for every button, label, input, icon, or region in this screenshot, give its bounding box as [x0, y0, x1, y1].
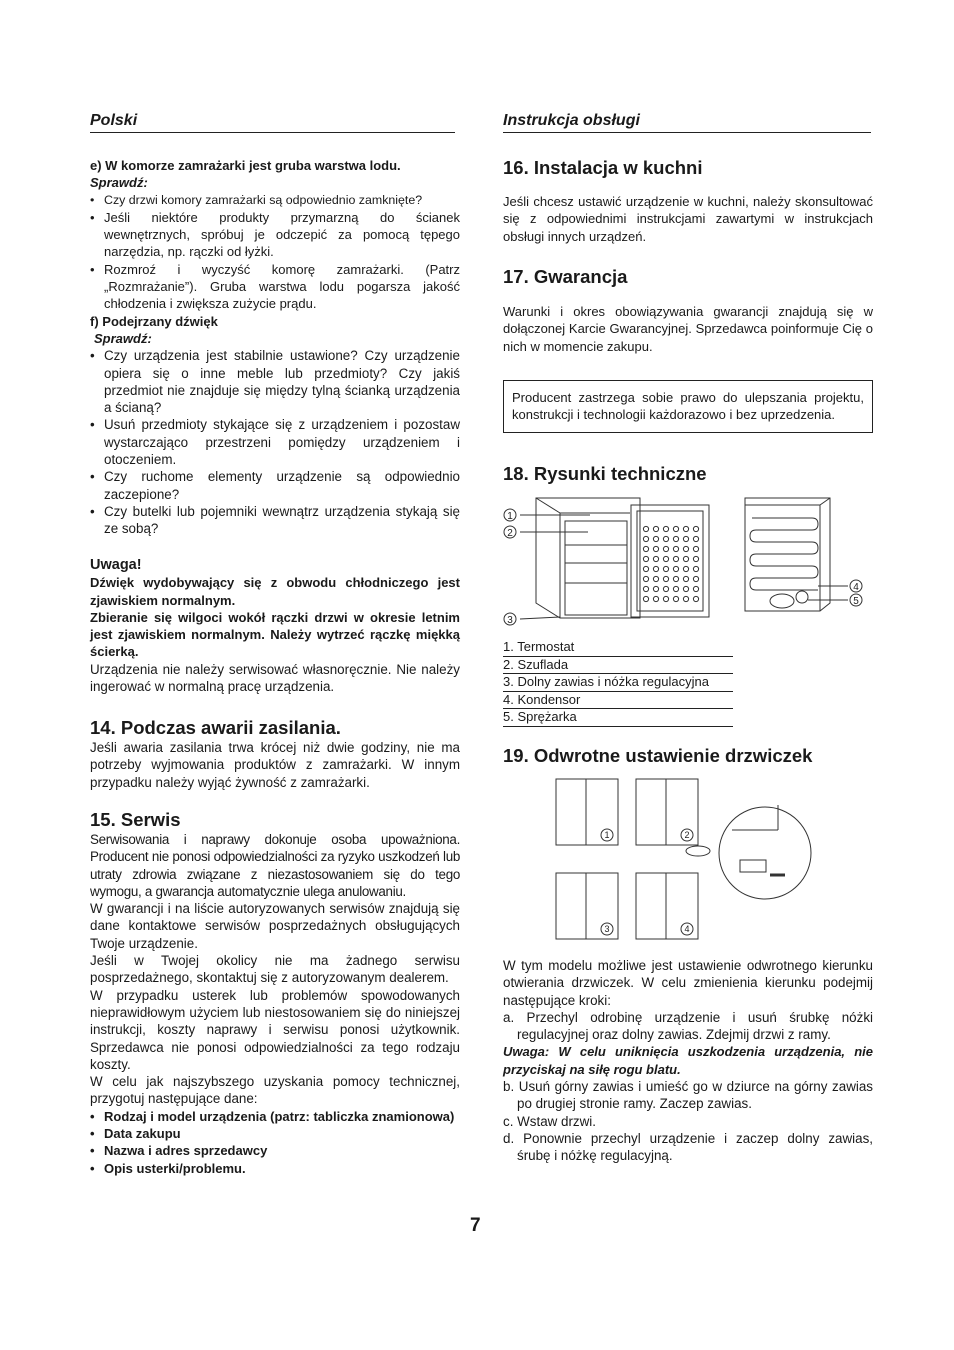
step-b: b. Usuń górny zawias i umieść go w dziurce na górny zawias po drugiej stronie ramy. Zaczep zawias.	[503, 1079, 873, 1112]
list-item: • Nazwa i adres sprzedawcy	[90, 1142, 460, 1159]
legend-item: 5. Sprężarka	[503, 709, 733, 727]
list-item: • Czy drzwi komory zamrażarki są odpowiednio zamknięte?	[90, 192, 460, 209]
door-dot	[683, 586, 688, 591]
list-item: • Czy ruchome elementy urządzenie są odpowiednio zaczepione?	[90, 468, 460, 503]
door-dot	[663, 556, 668, 561]
list-item: • Rodzaj i model urządzenia (patrz: tabliczka znamionowa)	[90, 1108, 460, 1125]
door-dot	[693, 596, 698, 601]
section-19-title: 19. Odwrotne ustawienie drzwiczek	[503, 745, 813, 766]
note-bold-1: Dźwięk wydobywający się z obwodu chłodniczego jest zjawiskiem normalnym.	[90, 575, 460, 608]
door-dot	[693, 556, 698, 561]
callout-3: 3	[507, 615, 513, 626]
door-dot	[663, 586, 668, 591]
door-dot	[673, 556, 678, 561]
notice-box	[503, 380, 873, 433]
door-dot	[653, 576, 658, 581]
f-title: f) Podejrzany dźwięk	[90, 313, 218, 329]
door-dot	[683, 556, 688, 561]
section-19-intro: W tym modelu możliwe jest ustawienie odwrotnego kierunku otwierania drzwiczek. W celu zmienienia kierunku podejmij następujące kroki:	[503, 958, 873, 1008]
section-15-p5: W celu jak najszybszego uzyskania pomocy technicznej, przygotuj następujące dane:	[90, 1074, 460, 1107]
door-dot	[693, 576, 698, 581]
section-14	[90, 717, 460, 791]
notice-text: Producent zastrzega sobie prawo do ulepszania projektu, konstrukcji i technologii każdorazowo i bez uprzedzenia.	[512, 390, 864, 423]
door-dot	[643, 556, 648, 561]
list-item: • Jeśli niektóre produkty przymarzną do ścianek wewnętrznych, spróbuj je odczepić za pomocą tępego narzędzia, np. rączki od łyżki.	[90, 209, 460, 261]
callout-4: 4	[853, 582, 859, 593]
door-dot	[693, 526, 698, 531]
freezer-front-drawing	[520, 498, 709, 619]
legend-item: 3. Dolny zawias i nóżka regulacyjna	[503, 674, 733, 692]
section-15-p3: Jeśli w Twojej okolicy nie ma żadnego serwisu posprzedażnego, skontaktuj się z autoryzowanym dealerem.	[90, 953, 460, 986]
troubleshooting-e	[90, 157, 460, 538]
callout-5: 5	[853, 596, 859, 607]
door-dot	[673, 576, 678, 581]
callout-1: 1	[507, 511, 513, 522]
door-dot	[663, 546, 668, 551]
door-dot	[683, 576, 688, 581]
warning-text: Uwaga: W celu uniknięcia uszkodzenia urządzenia, nie przyciskaj na siłę rogu blatu.	[503, 1044, 873, 1077]
note-text: Urządzenia nie należy serwisować własnoręcznie. Nie należy ingerować w normalną pracę urządzenia.	[90, 661, 460, 695]
door-dot	[643, 586, 648, 591]
door-dot	[663, 576, 668, 581]
door-dot	[643, 566, 648, 571]
section-16	[503, 157, 873, 245]
list-item: • Usuń przedmioty stykające się z urządzeniem i pozostaw wystarczająco przestrzeni pomiędzy urządzeniem i otoczeniem.	[90, 416, 460, 468]
legend-item: 2. Szuflada	[503, 657, 733, 675]
door-dot	[653, 586, 658, 591]
door-dot	[693, 566, 698, 571]
door-dot	[643, 546, 648, 551]
door-reversal-drawing	[550, 775, 820, 950]
e-title: e) W komorze zamrażarki jest gruba warstwa lodu.	[90, 158, 401, 173]
door-dot	[653, 526, 658, 531]
page-number: 7	[470, 1215, 481, 1236]
door-dot	[653, 566, 658, 571]
hinge-detail-drawing	[719, 805, 811, 899]
door-dot	[673, 566, 678, 571]
door-dot	[693, 586, 698, 591]
section-14-text: Jeśli awaria zasilania trwa krócej niż dwie godziny, nie ma potrzeby wyjmowania produktów z zamrażarki. W innym przypadku należy wyjąć żywność z zamrażarki.	[90, 740, 460, 790]
door-dot	[673, 586, 678, 591]
door-dot	[693, 536, 698, 541]
legend-item: 4. Kondensor	[503, 692, 733, 710]
parts-legend	[503, 639, 733, 727]
door-dot	[653, 596, 658, 601]
step-label-3: 3	[604, 924, 610, 934]
door-dot	[683, 596, 688, 601]
section-16-title: 16. Instalacja w kuchni	[503, 157, 703, 178]
list-item: • Czy urządzenia jest stabilnie ustawione? Czy urządzenie opiera się o inne meble lub przedmioty? Czy jakiś przedmiot nie znajduje się między tylną ścianką urządzenia a ścianą?	[90, 347, 460, 416]
door-dot	[673, 596, 678, 601]
door-dot	[663, 566, 668, 571]
section-15-p2: W gwarancji i na liście autoryzowanych serwisów znajdują się dane kontaktowe serwisów posprzedażnych obsługujących Twoje urządzenie.	[90, 901, 460, 951]
door-dot	[643, 596, 648, 601]
door-dot	[673, 536, 678, 541]
section-14-title: 14. Podczas awarii zasilania.	[90, 717, 341, 738]
door-dot	[663, 526, 668, 531]
door-dot	[683, 526, 688, 531]
note-section	[90, 557, 460, 695]
door-dot	[683, 566, 688, 571]
door-dot	[683, 536, 688, 541]
step-d: d. Ponownie przechyl urządzenie i zaczep dolny zawias, śrubę i nóżkę regulacyjną.	[503, 1130, 873, 1164]
section-19	[503, 745, 883, 767]
section-15	[90, 809, 460, 1177]
freezer-back-drawing	[745, 498, 848, 611]
step-label-1: 1	[604, 830, 610, 840]
door-dot	[653, 546, 658, 551]
section-18-title: 18. Rysunki techniczne	[503, 463, 707, 484]
section-15-title: 15. Serwis	[90, 809, 181, 830]
door-dot	[663, 536, 668, 541]
section-17-text: Warunki i okres obowiązywania gwarancji znajdują się w dołączonej Karcie Gwarancyjnej. Sprzedawca poinformuje Cię o nich w momencie zakupu.	[503, 304, 873, 354]
technical-drawing	[500, 493, 870, 633]
section-header-language: Polski	[90, 112, 455, 133]
door-dot	[683, 546, 688, 551]
step-c: c. Wstaw drzwi.	[503, 1113, 596, 1129]
section-17-title: 17. Gwarancja	[503, 266, 628, 287]
list-item: • Opis usterki/problemu.	[90, 1160, 460, 1177]
door-dot	[693, 546, 698, 551]
door-dot	[653, 556, 658, 561]
note-title: Uwaga!	[90, 557, 142, 573]
section-19-text	[503, 957, 873, 1165]
section-15-p4: W przypadku usterek lub problemów spowodowanych nieprawidłowym użyciem lub niestosowaniem się do niniejszej instrukcji, koszty naprawy i serwisu ponosi użytkownik. Sprzedawca nie ponosi odpowiedzialności za tego rodzaju koszty.	[90, 987, 460, 1072]
door-dot	[663, 596, 668, 601]
section-15-p1: Serwisowania i naprawy dokonuje osoba upoważniona. Producent nie ponosi odpowiedzialności za ryzyko uszkodzeń lub utraty zdrowia związane z niezastosowaniem się do tego wymogu, a gwarancja automatycznie ulega anulowaniu.	[90, 832, 460, 899]
note-bold-2: Zbieranie się wilgoci wokół rączki drzwi w okresie letnim jest zjawiskiem normalnym. Należy wytrzeć rączkę miękką ścierką.	[90, 609, 460, 660]
section-16-text: Jeśli chcesz ustawić urządzenie w kuchni, należy skonsultować się z odpowiednimi instrukcjami zawartymi w instrukcjach obsługi innych urządzeń.	[503, 194, 873, 244]
step-label-4: 4	[684, 924, 690, 934]
door-dot	[673, 526, 678, 531]
door-dot	[653, 536, 658, 541]
legend-item: 1. Termostat	[503, 639, 733, 657]
list-item: • Rozmroź i wyczyść komorę zamrażarki. (Patrz „Rozmrażanie”). Gruba warstwa lodu pogarsza jakość chłodzenia i zwiększa zużycie prądu.	[90, 261, 460, 313]
callout-2: 2	[507, 528, 513, 539]
section-header-manual: Instrukcja obsługi	[503, 112, 871, 133]
section-18	[503, 463, 873, 485]
step-2-drawing	[636, 779, 710, 856]
step-a: a. Przechyl odrobinę urządzenie i usuń śrubkę nóżki regulacyjnej oraz dolny zawias. Zdejmij drzwi z ramy.	[503, 1009, 873, 1043]
door-dot	[643, 526, 648, 531]
list-item: • Data zakupu	[90, 1125, 460, 1142]
door-dot	[673, 546, 678, 551]
e-check-label: Sprawdź:	[90, 175, 148, 191]
list-item: • Czy butelki lub pojemniki wewnątrz urządzenia stykają się ze sobą?	[90, 503, 460, 538]
door-dot	[643, 536, 648, 541]
f-check-label: Sprawdź:	[94, 330, 152, 346]
door-dot	[643, 576, 648, 581]
step-label-2: 2	[684, 830, 690, 840]
section-17	[503, 266, 873, 355]
